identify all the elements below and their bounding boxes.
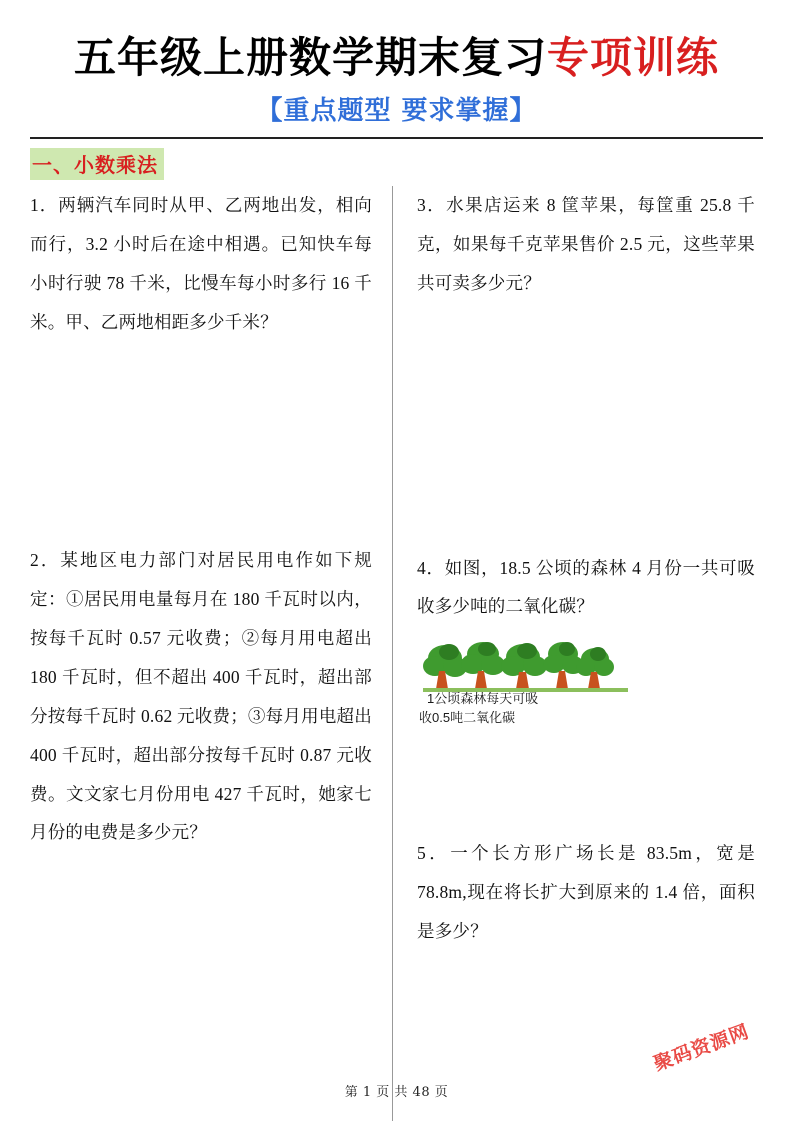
answer-space-3: [417, 303, 755, 549]
illustration-caption-line2: 收0.5吨二氧化碳: [419, 710, 516, 726]
forest-illustration: [419, 638, 663, 744]
watermark-stamp: 聚码资源网: [650, 1020, 753, 1076]
illustration-caption: [419, 690, 587, 728]
document-title: [30, 33, 763, 82]
column-divider: [392, 186, 393, 1121]
title-red-part: 专项训练: [547, 33, 720, 82]
right-column: [395, 186, 755, 1121]
left-column: [30, 186, 390, 1121]
question-2: 2．某地区电力部门对居民用电作如下规定：①居民用电量每月在 180 千瓦时以内，按每千瓦时 0.57 元收费；②每月用电超出 180 千瓦时，但不超出 400 千瓦时，超出部分按每千瓦时 0.62 元收费；③每月用电超出 400 千瓦时，超出部分按每千瓦时 0.87 元收费。文文家七月份用电 427 千瓦时，她家七月份的电费是多少元？: [30, 550, 372, 843]
subtitle-text: 【重点题型 要求掌握】: [256, 96, 537, 127]
question-5: 5．一个长方形广场长是 83.5m，宽是 78.8m,现在将长扩大到原来的 1.4 倍，面积是多少？: [417, 843, 755, 941]
answer-space-4: [417, 744, 755, 834]
title-divider: [30, 137, 763, 139]
trees-icon: [423, 638, 663, 698]
two-column-body: [30, 186, 763, 1121]
document-subtitle: [30, 90, 763, 127]
title-black-part: 五年级上册数学期末复习: [73, 33, 547, 82]
illustration-caption-line1: 1公顷森林每天可吸: [427, 691, 539, 707]
page-footer: 第 1 页 共 48 页: [344, 1085, 449, 1100]
section-heading: 一、小数乘法: [30, 148, 164, 180]
question-1: 1．两辆汽车同时从甲、乙两地出发，相向而行，3.2 小时后在途中相遇。已知快车每小时行驶 78 千米，比慢车每小时多行 16 千米。甲、乙两地相距多少千米？: [30, 195, 372, 332]
question-3: 3．水果店运来 8 筐苹果，每筐重 25.8 千克，如果每千克苹果售价 2.5 元，这些苹果共可卖多少元？: [417, 195, 755, 293]
question-4: 4．如图，18.5 公顷的森林 4 月份一共可吸收多少吨的二氧化碳？: [417, 557, 755, 617]
answer-space-1: [30, 341, 372, 541]
